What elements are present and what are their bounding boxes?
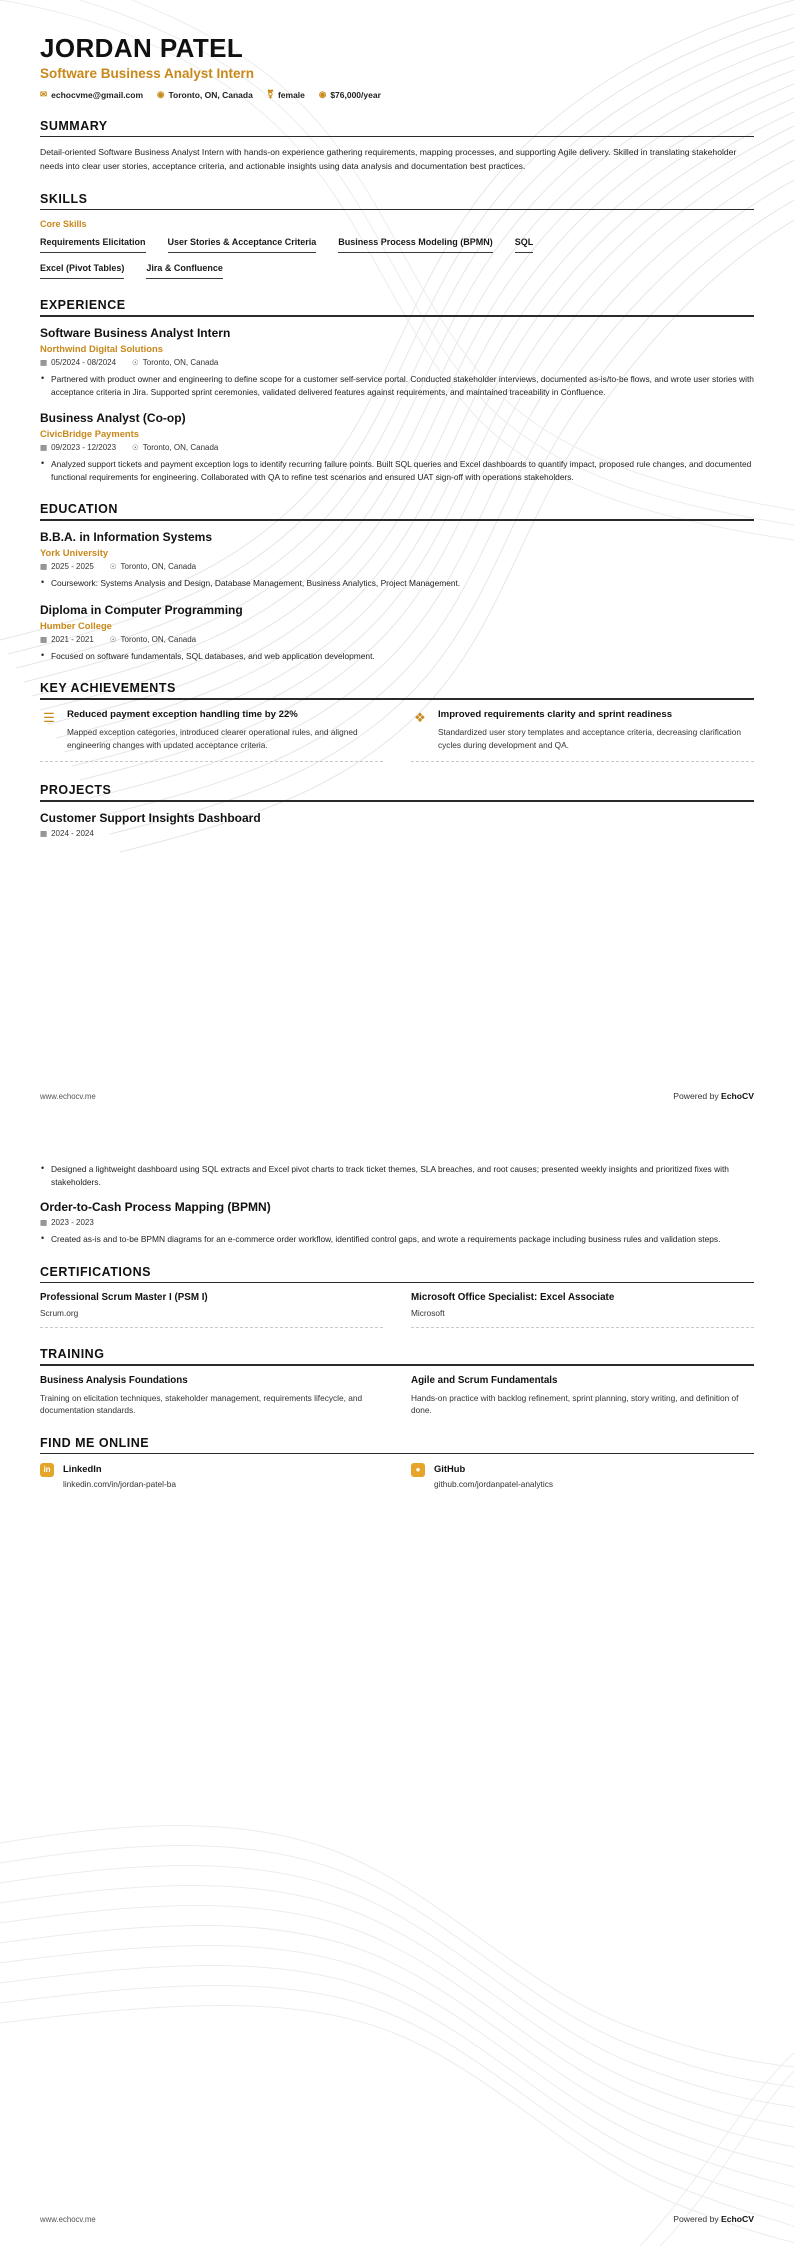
online-url[interactable]: linkedin.com/in/jordan-patel-ba — [63, 1479, 176, 1490]
education-entry — [40, 603, 754, 663]
footer-brand-name: EchoCV — [721, 2214, 754, 2224]
achievement-title: Reduced payment exception handling time by 22% — [67, 708, 298, 720]
certification-item — [40, 1292, 383, 1328]
training-title: TRAINING — [40, 1347, 105, 1362]
section-divider — [40, 1364, 754, 1366]
location-pin-icon: ◉ — [157, 89, 165, 100]
experience-bullets — [40, 373, 754, 398]
footer-brand — [673, 2214, 754, 2224]
section-divider — [40, 209, 754, 211]
contact-row — [40, 90, 754, 100]
education-location-text: Toronto, ON, Canada — [120, 634, 197, 644]
education-degree: B.B.A. in Information Systems — [40, 530, 213, 545]
certification-issuer: Microsoft — [411, 1308, 754, 1328]
section-training — [40, 1347, 754, 1416]
education-degree: Diploma in Computer Programming — [40, 602, 243, 617]
section-divider — [40, 136, 754, 138]
location-pin-icon: ☉ — [132, 443, 139, 453]
experience-location — [132, 443, 218, 452]
project-bullets — [40, 1233, 754, 1246]
resume-header — [40, 34, 754, 100]
page-1-footer — [40, 1091, 754, 1101]
training-desc: Training on elicitation techniques, stakeholder management, requirements lifecycle, and documentation standards. — [40, 1393, 363, 1416]
box-icon: ❖ — [414, 709, 426, 725]
section-education — [40, 502, 754, 662]
resume-page-2 — [0, 1123, 794, 2246]
location-pin-icon: ☉ — [109, 562, 117, 572]
summary-title: SUMMARY — [40, 118, 108, 133]
experience-meta — [40, 443, 754, 452]
location-pin-icon: ☉ — [132, 358, 139, 367]
calendar-icon: ▦ — [40, 828, 48, 838]
footer-brand — [673, 1091, 754, 1101]
footer-brand-name: EchoCV — [721, 1091, 754, 1101]
projects-continued — [40, 1163, 754, 1246]
section-find-me-online — [40, 1436, 754, 1490]
training-grid — [40, 1375, 754, 1417]
skill-item: Business Process Modeling (BPMN) — [338, 237, 493, 253]
skill-item: Requirements Elicitation — [40, 237, 146, 253]
contact-location-text: Toronto, ON, Canada — [168, 89, 253, 100]
certification-name: Professional Scrum Master I (PSM I) — [40, 1292, 208, 1304]
skills-list-row-2 — [40, 263, 754, 279]
certification-item — [411, 1292, 754, 1328]
bullet: • Analyzed support tickets and payment exception logs to identify recurring failure points. Built SQL queries and Excel dashboards to quantify impact, proposed rule changes, and documented functional requirements for engineering. Collaborated with QA to refine test scenarios and ensured UAT sign-off with operations stakeholders. — [51, 458, 754, 483]
online-item-linkedin[interactable] — [40, 1463, 383, 1489]
achievement-desc: Standardized user story templates and acceptance criteria, decreasing clarification cycles during development and QA. — [438, 727, 741, 750]
section-key-achievements — [40, 681, 754, 764]
contact-gender — [267, 90, 305, 100]
education-title: EDUCATION — [40, 502, 118, 517]
candidate-name: JORDAN PATEL — [40, 33, 244, 63]
section-divider — [40, 519, 754, 521]
project-name: Customer Support Insights Dashboard — [40, 810, 261, 825]
experience-org: CivicBridge Payments — [40, 428, 139, 440]
online-title: FIND ME ONLINE — [40, 1435, 150, 1450]
experience-bullets — [40, 458, 754, 483]
achievement-item — [411, 709, 754, 761]
contact-salary — [319, 90, 381, 100]
achievements-title: KEY ACHIEVEMENTS — [40, 681, 176, 696]
section-divider — [40, 1453, 754, 1455]
experience-dates-text: 09/2023 - 12/2023 — [51, 443, 117, 453]
section-divider — [40, 1282, 754, 1284]
footer-site: www.echocv.me — [40, 1091, 96, 1101]
project-entry — [40, 1200, 754, 1246]
section-divider — [40, 800, 754, 802]
achievement-item — [40, 709, 383, 761]
project-dates — [40, 829, 94, 838]
experience-role: Software Business Analyst Intern — [40, 326, 231, 340]
experience-role: Business Analyst (Co-op) — [40, 411, 186, 426]
page-2-content — [0, 1123, 794, 1489]
footer-powered-label: Powered by — [673, 2214, 722, 2224]
github-icon: ● — [411, 1463, 425, 1477]
education-dates — [40, 562, 94, 571]
achievements-grid — [40, 709, 754, 764]
section-summary — [40, 119, 754, 173]
online-url[interactable]: github.com/jordanpatel-analytics — [434, 1479, 553, 1490]
training-name: Business Analysis Foundations — [40, 1375, 188, 1387]
experience-entry — [40, 411, 754, 483]
skill-item: User Stories & Acceptance Criteria — [168, 237, 317, 253]
experience-title: EXPERIENCE — [40, 298, 126, 313]
location-pin-icon: ☉ — [109, 634, 117, 644]
achievement-title: Improved requirements clarity and sprint readiness — [438, 708, 673, 720]
online-name: GitHub — [434, 1463, 466, 1475]
calendar-icon: ▦ — [40, 443, 48, 453]
education-bullets — [40, 650, 754, 663]
bullet: • Coursework: Systems Analysis and Design, Database Management, Business Analytics, Project Management. — [51, 577, 754, 590]
calendar-icon: ▦ — [40, 1218, 48, 1228]
bullet: • Created as-is and to-be BPMN diagrams for an e-commerce order workflow, identified control gaps, and wrote a requirements package including business rules and validation steps. — [51, 1233, 754, 1246]
certifications-grid — [40, 1292, 754, 1328]
experience-location-text: Toronto, ON, Canada — [142, 443, 219, 453]
online-item-github[interactable] — [411, 1463, 754, 1489]
contact-location — [157, 90, 253, 100]
achievement-cell — [411, 709, 754, 764]
calendar-icon: ▦ — [40, 562, 48, 572]
education-entry — [40, 530, 754, 590]
contact-salary-text: $76,000/year — [330, 89, 381, 100]
person-icon: ⚧ — [266, 89, 274, 100]
experience-dates-text: 05/2024 - 08/2024 — [51, 358, 117, 367]
achievement-desc: Mapped exception categories, introduced clearer operational rules, and aligned engineering changes with updated acceptance criteria. — [67, 727, 358, 750]
education-dates-text: 2025 - 2025 — [51, 562, 94, 572]
dollar-icon: ◉ — [318, 89, 327, 100]
achievement-cell — [40, 709, 383, 764]
education-meta — [40, 562, 754, 571]
education-meta — [40, 635, 754, 644]
calendar-icon: ▦ — [40, 358, 48, 367]
achievement-divider — [40, 761, 383, 762]
linkedin-icon: in — [40, 1463, 54, 1477]
section-divider — [40, 315, 754, 317]
contact-email — [40, 90, 143, 100]
experience-location-text: Toronto, ON, Canada — [142, 358, 219, 367]
section-experience — [40, 298, 754, 483]
skills-list — [40, 237, 754, 253]
experience-dates — [40, 443, 116, 452]
skills-title: SKILLS — [40, 191, 88, 206]
project-entry — [40, 811, 754, 838]
experience-org: Northwind Digital Solutions — [40, 343, 163, 354]
project-bullets — [40, 1163, 754, 1188]
experience-dates — [40, 358, 116, 367]
section-certifications — [40, 1265, 754, 1329]
certifications-title: CERTIFICATIONS — [40, 1264, 151, 1279]
online-name: LinkedIn — [63, 1463, 102, 1475]
project-meta — [40, 829, 754, 838]
projects-title: PROJECTS — [40, 783, 112, 798]
bullet: • Focused on software fundamentals, SQL databases, and web application development. — [51, 650, 754, 663]
education-bullets — [40, 577, 754, 590]
footer-site: www.echocv.me — [40, 2214, 96, 2224]
contact-gender-text: female — [277, 89, 305, 100]
project-dates — [40, 1218, 94, 1227]
page-1-content — [0, 0, 794, 838]
training-item — [411, 1375, 754, 1417]
contact-email-text: echocvme@gmail.com — [51, 89, 144, 100]
training-desc: Hands-on practice with backlog refinement, sprint planning, story writing, and definition of done. — [411, 1393, 739, 1416]
achievement-divider — [411, 761, 754, 762]
list-icon: ☰ — [43, 709, 55, 725]
training-item — [40, 1375, 383, 1417]
experience-location — [132, 358, 218, 367]
education-location — [110, 635, 196, 644]
project-meta — [40, 1218, 754, 1227]
education-location-text: Toronto, ON, Canada — [120, 562, 197, 572]
project-dates-text: 2023 - 2023 — [51, 1218, 94, 1228]
certification-name: Microsoft Office Specialist: Excel Associate — [411, 1292, 615, 1304]
project-dates-text: 2024 - 2024 — [51, 828, 94, 838]
training-name: Agile and Scrum Fundamentals — [411, 1375, 558, 1387]
education-dates-text: 2021 - 2021 — [51, 634, 94, 644]
bullet: • Partnered with product owner and engineering to define scope for a customer self-service portal. Conducted stakeholder interviews, documented as-is/to-be flows, and wrote user stories with acceptance criteria in Jira. Supported sprint ceremonies, validated delivered features against requirements, and maintained traceability in Confluence. — [51, 373, 754, 398]
section-projects — [40, 783, 754, 838]
section-skills — [40, 192, 754, 280]
envelope-icon: ✉ — [40, 89, 48, 100]
calendar-icon: ▦ — [40, 634, 48, 644]
certification-issuer: Scrum.org — [40, 1308, 383, 1328]
education-school: Humber College — [40, 619, 112, 631]
skills-group-label: Core Skills — [40, 219, 87, 230]
page-2-footer — [40, 2214, 754, 2224]
footer-powered-label: Powered by — [673, 1091, 722, 1101]
skill-item: SQL — [515, 237, 534, 253]
section-divider — [40, 698, 754, 700]
experience-entry — [40, 326, 754, 398]
candidate-job-title: Software Business Analyst Intern — [40, 65, 255, 81]
skill-item: Excel (Pivot Tables) — [40, 263, 124, 279]
online-grid — [40, 1463, 754, 1489]
experience-meta — [40, 358, 754, 367]
skill-item: Jira & Confluence — [146, 263, 223, 279]
bullet: • Designed a lightweight dashboard using SQL extracts and Excel pivot charts to track ticket themes, SLA breaches, and root causes; presented weekly insights and prioritized fixes with stakeholders. — [51, 1163, 754, 1188]
summary-text: Detail-oriented Software Business Analyst Intern with hands-on experience gathering requirements, mapping processes, and supporting Agile delivery. Skilled in translating stakeholder needs into clear user stories, acceptance criteria, and actionable insights using data analysis and documentation best practices. — [40, 147, 737, 171]
education-location — [110, 562, 196, 571]
education-school: York University — [40, 547, 109, 559]
education-dates — [40, 635, 94, 644]
project-name: Order-to-Cash Process Mapping (BPMN) — [40, 1200, 271, 1215]
